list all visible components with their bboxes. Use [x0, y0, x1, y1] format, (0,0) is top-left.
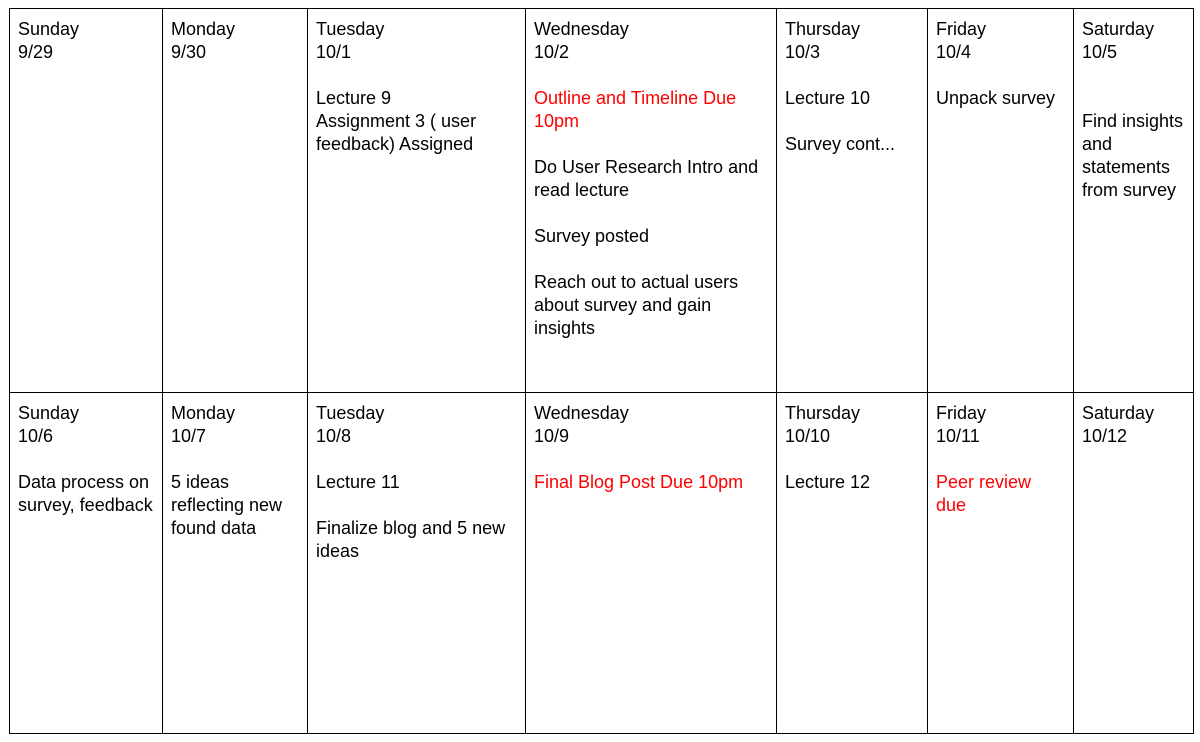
calendar-entry: Lecture 12 [785, 472, 871, 492]
day-name: Friday [936, 19, 987, 39]
calendar-table [9, 8, 1194, 734]
day-entries [1082, 110, 1185, 202]
day-date: 10/3 [785, 42, 821, 62]
calendar-entry: Survey posted [534, 226, 650, 246]
calendar-entry: Do User Research Intro and read lecture [534, 157, 759, 200]
day-date: 10/12 [1082, 426, 1128, 446]
day-name: Thursday [785, 19, 861, 39]
calendar-entry: Unpack survey [936, 88, 1056, 108]
day-name: Tuesday [316, 403, 385, 423]
day-entries [534, 87, 768, 340]
day-name: Sunday [18, 19, 80, 39]
day-entries [316, 471, 517, 563]
day-entries [936, 471, 1065, 517]
day-cell-tuesday [308, 9, 526, 393]
day-date: 9/29 [18, 42, 54, 62]
day-cell-monday [163, 393, 308, 734]
calendar-entry: Peer review due [936, 472, 1032, 515]
calendar-entry: Lecture 9 [316, 88, 392, 108]
calendar-entry: Survey cont... [785, 134, 896, 154]
day-name: Saturday [1082, 19, 1155, 39]
day-cell-wednesday [526, 393, 777, 734]
calendar-entry: Reach out to actual users about survey and gain insights [534, 272, 739, 338]
day-cell-monday [163, 9, 308, 393]
calendar-entry: Data process on survey, feedback [18, 472, 153, 515]
calendar-entry: Final Blog Post Due 10pm [534, 472, 744, 492]
calendar-entry: Find insights and statements from survey [1082, 111, 1184, 200]
day-entries [316, 87, 517, 156]
day-entries [785, 471, 919, 494]
day-entries [18, 471, 154, 517]
day-name: Saturday [1082, 403, 1155, 423]
day-cell-thursday [777, 393, 928, 734]
day-date: 9/30 [171, 42, 207, 62]
day-entries [936, 87, 1065, 110]
day-name: Monday [171, 403, 236, 423]
day-date: 10/10 [785, 426, 831, 446]
day-cell-thursday [777, 9, 928, 393]
calendar-week-row [10, 393, 1194, 734]
day-date: 10/4 [936, 42, 972, 62]
day-date: 10/7 [171, 426, 207, 446]
day-cell-wednesday [526, 9, 777, 393]
day-entries [171, 471, 299, 540]
day-cell-friday [928, 9, 1074, 393]
calendar-body [10, 9, 1194, 734]
calendar-entry: Outline and Timeline Due 10pm [534, 88, 737, 131]
day-name: Thursday [785, 403, 861, 423]
day-date: 10/11 [936, 426, 980, 446]
day-date: 10/1 [316, 42, 352, 62]
day-date: 10/2 [534, 42, 570, 62]
calendar-entry: Assignment 3 ( user feedback) Assigned [316, 111, 477, 154]
day-date: 10/8 [316, 426, 352, 446]
day-name: Wednesday [534, 403, 629, 423]
day-cell-tuesday [308, 393, 526, 734]
day-cell-friday [928, 393, 1074, 734]
day-name: Monday [171, 19, 236, 39]
day-cell-saturday [1074, 393, 1194, 734]
day-date: 10/9 [534, 426, 570, 446]
day-name: Wednesday [534, 19, 629, 39]
day-entries [534, 471, 768, 494]
day-date: 10/6 [18, 426, 54, 446]
day-name: Tuesday [316, 19, 385, 39]
day-name: Sunday [18, 403, 80, 423]
calendar-entry: 5 ideas reflecting new found data [171, 472, 283, 538]
day-cell-sunday [10, 9, 163, 393]
day-entries [785, 87, 919, 156]
calendar-entry: Finalize blog and 5 new ideas [316, 518, 506, 561]
day-date: 10/5 [1082, 42, 1118, 62]
calendar-week-row [10, 9, 1194, 393]
calendar-entry: Lecture 10 [785, 88, 871, 108]
day-cell-saturday [1074, 9, 1194, 393]
day-name: Friday [936, 403, 987, 423]
calendar-entry: Lecture 11 [316, 472, 400, 492]
day-cell-sunday [10, 393, 163, 734]
